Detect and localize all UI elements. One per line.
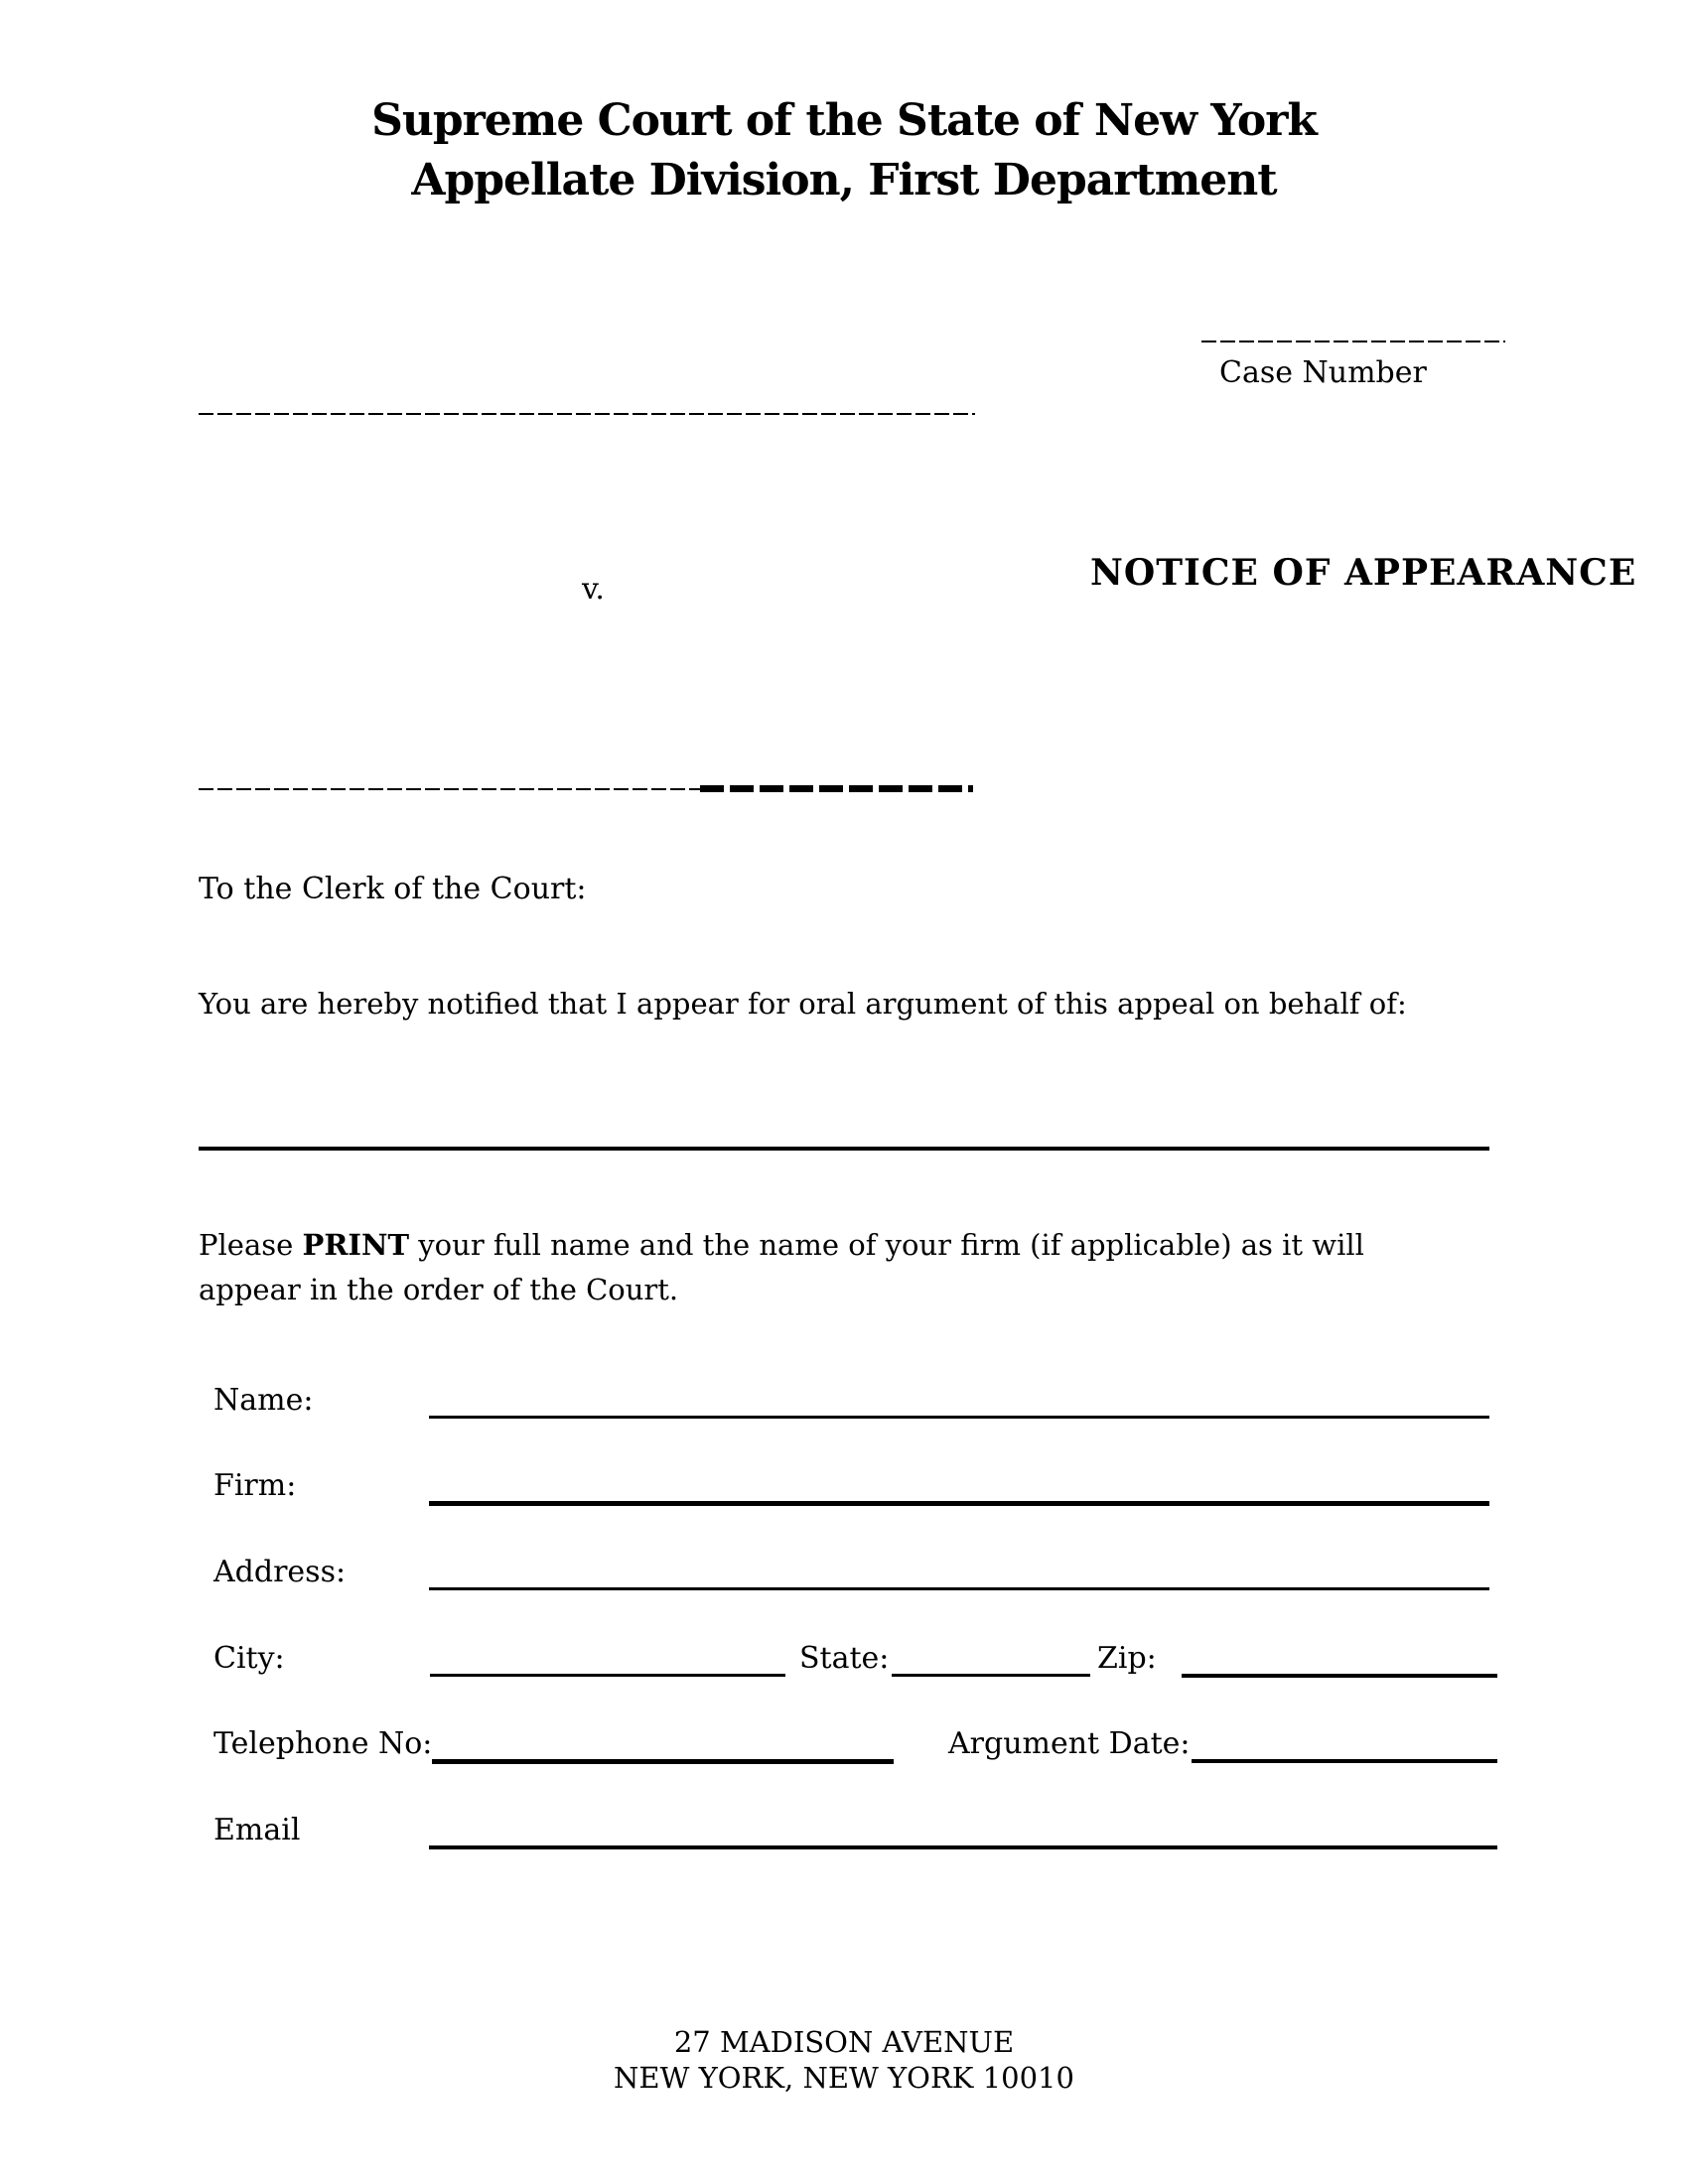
zip-input-line[interactable] bbox=[1182, 1674, 1497, 1678]
name-label: Name: bbox=[213, 1383, 314, 1418]
versus-label: v. bbox=[582, 572, 605, 607]
print-instruction-emphasis: PRINT bbox=[302, 1228, 410, 1262]
city-input-line[interactable] bbox=[430, 1674, 785, 1677]
telephone-input-line[interactable] bbox=[432, 1759, 894, 1764]
state-input-line[interactable] bbox=[892, 1674, 1090, 1677]
print-instruction-part1: Please bbox=[199, 1228, 303, 1262]
court-name-line2: Appellate Division, First Department bbox=[411, 155, 1277, 205]
name-input-line[interactable] bbox=[429, 1416, 1489, 1419]
caption-party-line-bottom[interactable] bbox=[199, 788, 700, 790]
clerk-salutation: To the Clerk of the Court: bbox=[199, 872, 587, 906]
state-label: State: bbox=[799, 1641, 890, 1676]
address-input-line[interactable] bbox=[429, 1587, 1489, 1590]
city-label: City: bbox=[213, 1641, 285, 1676]
caption-party-line-bottom-bold-segment bbox=[700, 785, 973, 792]
telephone-label: Telephone No: bbox=[213, 1726, 433, 1761]
behalf-of-input-line[interactable] bbox=[199, 1147, 1489, 1151]
print-instruction bbox=[199, 1223, 1475, 1312]
footer-address-line2: NEW YORK, NEW YORK 10010 bbox=[614, 2061, 1074, 2095]
notification-text: You are hereby notified that I appear for oral argument of this appeal on behalf of: bbox=[199, 987, 1407, 1021]
email-label: Email bbox=[213, 1813, 301, 1847]
footer-address-line1: 27 MADISON AVENUE bbox=[673, 2025, 1015, 2059]
case-number-input-line[interactable] bbox=[1201, 341, 1505, 342]
case-number-label: Case Number bbox=[1219, 355, 1427, 390]
print-instruction-part2: your full name and the name of your firm (if applicable) as it will appear in the order of the Court. bbox=[199, 1228, 1364, 1306]
firm-label: Firm: bbox=[213, 1468, 297, 1503]
address-label: Address: bbox=[213, 1555, 347, 1589]
court-name-line1: Supreme Court of the State of New York bbox=[371, 95, 1317, 146]
argument-date-label: Argument Date: bbox=[948, 1726, 1191, 1761]
firm-input-line[interactable] bbox=[429, 1501, 1489, 1506]
caption-party-line-top[interactable] bbox=[199, 413, 975, 415]
zip-label: Zip: bbox=[1097, 1641, 1157, 1676]
email-input-line[interactable] bbox=[429, 1845, 1497, 1849]
argument-date-input-line[interactable] bbox=[1192, 1759, 1497, 1763]
notice-of-appearance-title: NOTICE OF APPEARANCE bbox=[1090, 552, 1637, 594]
